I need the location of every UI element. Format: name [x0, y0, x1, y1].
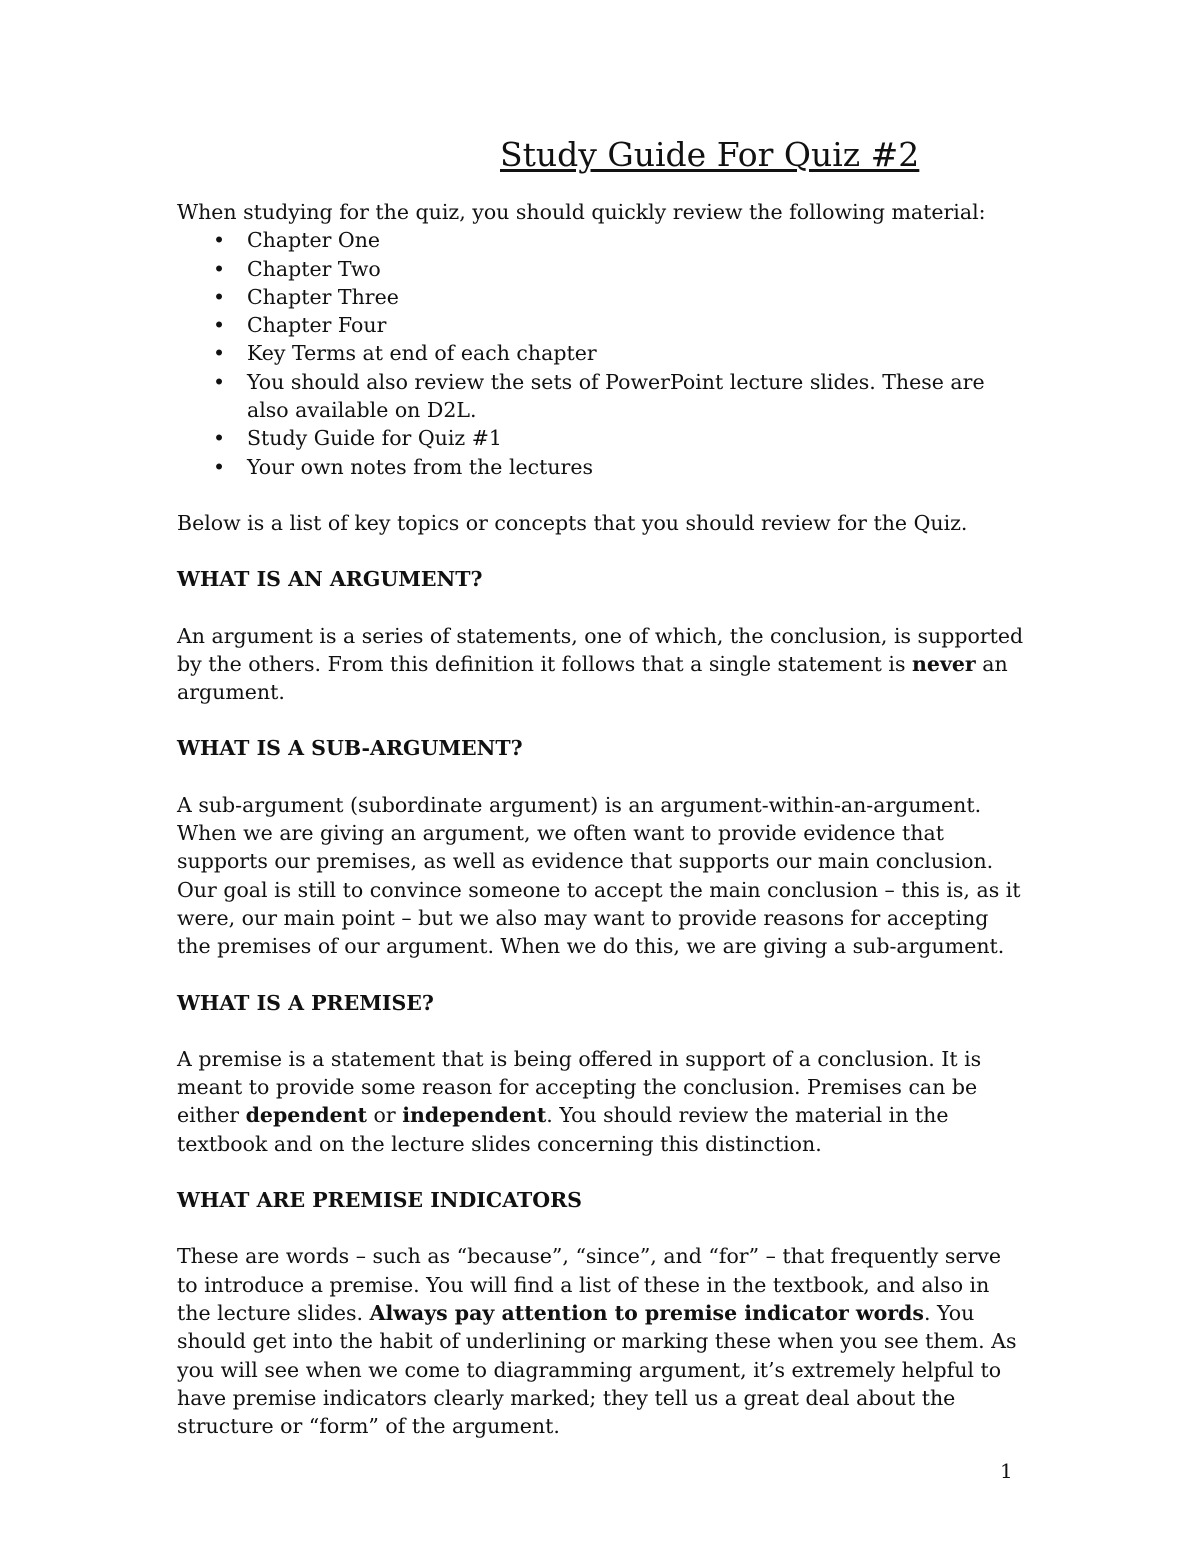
- list-item: • Study Guide for Quiz #1: [177, 424, 1027, 452]
- page-content: [177, 133, 1027, 1440]
- section-text-argument: An argument is a series of statements, one of which, the conclusion, is supported by the others. From this definition it follows that a single statement is never an argument.: [177, 623, 1024, 705]
- section-text-premise: A premise is a statement that is being offered in support of a conclusion. It is meant to provide some reason for accepting the conclusion. Premises can be either dependent or independent. You should review the material in the textbook and on the lecture slides concerning this distinction.: [177, 1046, 982, 1156]
- list-item: • Chapter Three: [177, 283, 1027, 311]
- emphasis-dependent: dependent: [245, 1103, 367, 1128]
- page-number: 1: [1000, 1459, 1013, 1483]
- section-heading-sub-argument: WHAT IS A SUB-ARGUMENT?: [177, 736, 523, 761]
- list-item: • Chapter Two: [177, 255, 1027, 283]
- page-title: Study Guide For Quiz #2: [500, 135, 920, 174]
- topics-intro: Below is a list of key topics or concepts that you should review for the Quiz.: [177, 510, 968, 535]
- list-item: • You should also review the sets of PowerPoint lecture slides. These are also available on D2L.: [177, 368, 1027, 425]
- section-heading-argument: WHAT IS AN ARGUMENT?: [177, 567, 483, 592]
- list-item: • Key Terms at end of each chapter: [177, 339, 1027, 367]
- emphasis-independent: independent: [402, 1103, 547, 1128]
- section-heading-premise: WHAT IS A PREMISE?: [177, 990, 434, 1015]
- section-heading-premise-indicators: WHAT ARE PREMISE INDICATORS: [177, 1188, 582, 1213]
- list-item: • Chapter One: [177, 226, 1027, 254]
- emphasis-premise-indicators: Always pay attention to premise indicator words: [369, 1300, 924, 1325]
- section-text-premise-indicators: These are words – such as “because”, “since”, and “for” – that frequently serve to introduce a premise. You will find a list of these in the textbook, and also in the lecture slides. Always pay attention to premise indicator words. You should get into the habit of underlining or marking these when you see them. As you will see when we come to diagramming argument, it’s extremely helpful to have premise indicators clearly marked; they tell us a great deal about the structure or “form” of the argument.: [177, 1244, 1017, 1439]
- section-text-sub-argument: A sub-argument (subordinate argument) is an argument-within-an-argument. When we are giving an argument, we often want to provide evidence that supports our premises, as well as evidence that supports our main conclusion. Our goal is still to convince someone to accept the main conclusion – this is, as it were, our main point – but we also may want to provide reasons for accepting the premises of our argument. When we do this, we are giving a sub-argument.: [177, 792, 1021, 959]
- list-item: • Your own notes from the lectures: [177, 453, 1027, 481]
- emphasis-never: never: [912, 651, 976, 676]
- material-list: [177, 226, 1027, 481]
- list-item: • Chapter Four: [177, 311, 1027, 339]
- intro-paragraph: When studying for the quiz, you should quickly review the following material:: [177, 200, 986, 224]
